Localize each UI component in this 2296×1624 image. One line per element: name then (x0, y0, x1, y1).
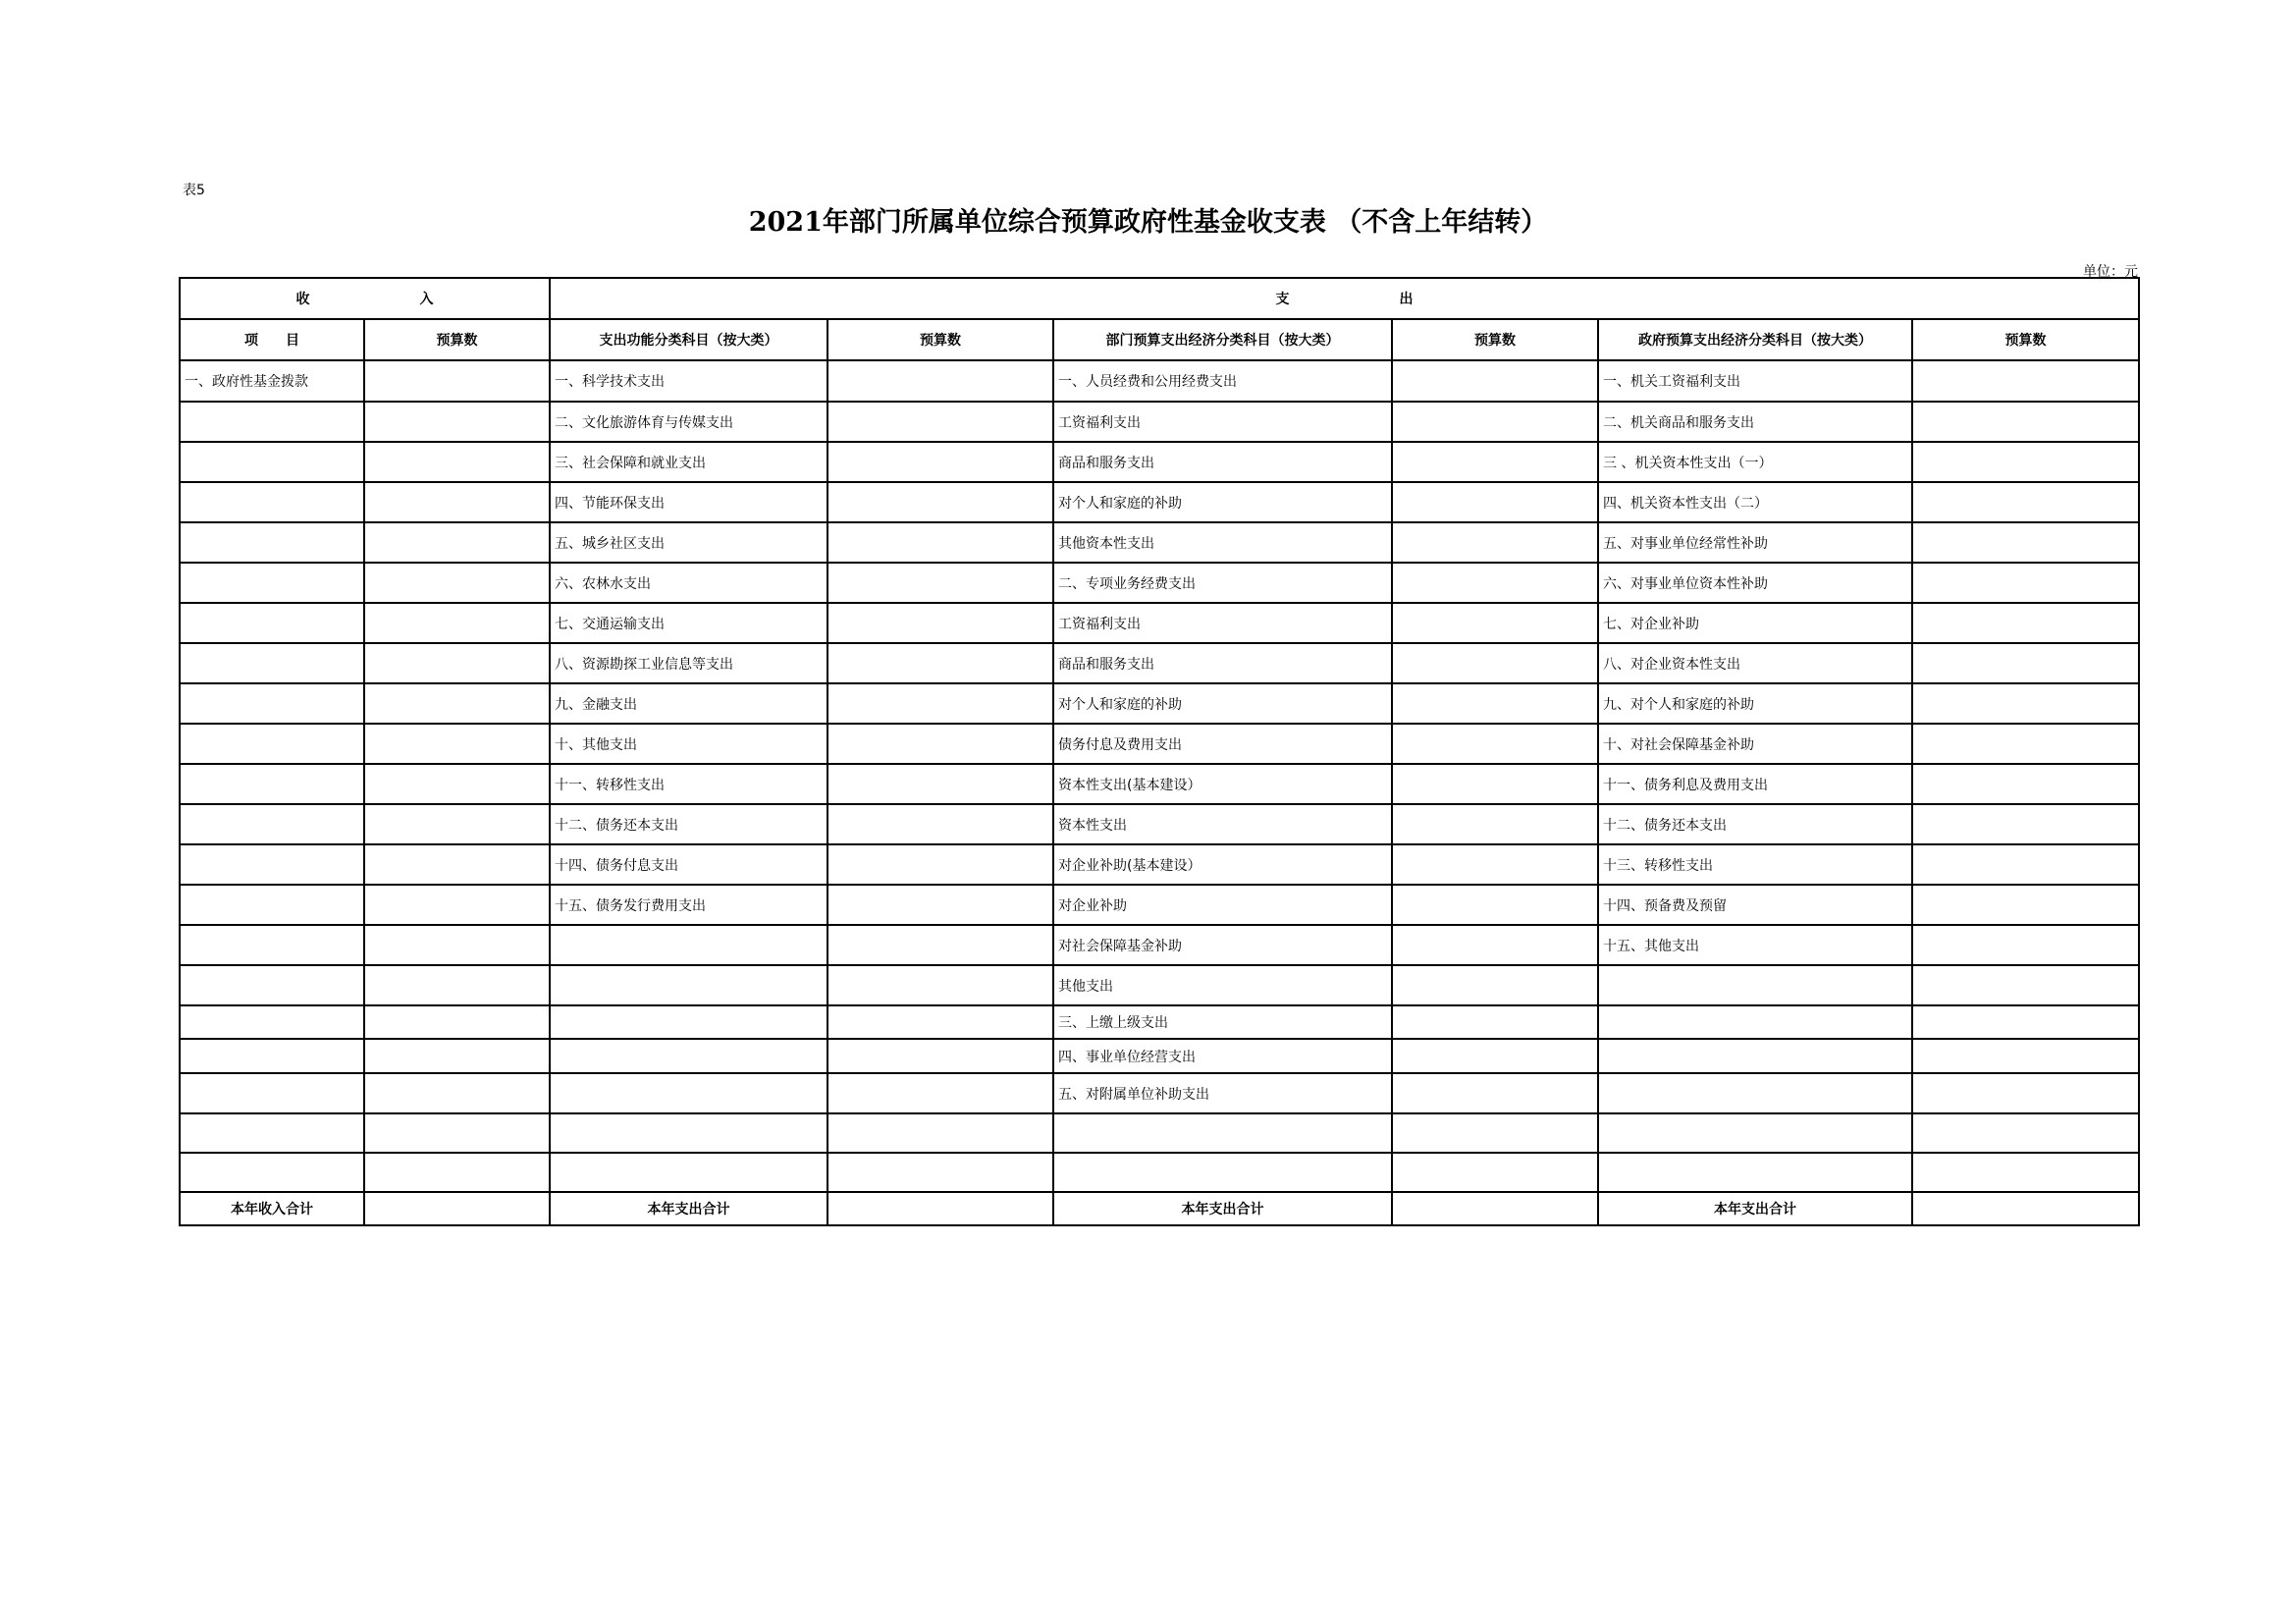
func-category-cell: 八、资源勘探工业信息等支出 (550, 643, 828, 683)
col-header-income-budget: 预算数 (364, 319, 550, 360)
func-budget-cell (828, 442, 1053, 482)
dept-econ-category-cell: 资本性支出 (1053, 804, 1392, 844)
income-budget-cell (364, 1073, 550, 1113)
gov-budget-cell (1912, 1153, 2139, 1192)
income-item-cell (180, 925, 364, 965)
func-category-cell: 五、城乡社区支出 (550, 522, 828, 563)
dept-budget-cell (1392, 482, 1598, 522)
dept-budget-cell (1392, 1073, 1598, 1113)
dept-total-value (1392, 1192, 1598, 1225)
func-category-cell (550, 965, 828, 1005)
func-budget-cell (828, 885, 1053, 925)
income-item-cell (180, 1113, 364, 1153)
func-budget-cell (828, 1073, 1053, 1113)
gov-budget-cell (1912, 402, 2139, 442)
gov-econ-category-cell (1598, 1113, 1912, 1153)
dept-econ-category-cell: 四、事业单位经营支出 (1053, 1039, 1392, 1073)
dept-budget-cell (1392, 1113, 1598, 1153)
gov-econ-category-cell: 一、机关工资福利支出 (1598, 360, 1912, 402)
income-item-cell (180, 1073, 364, 1113)
dept-budget-cell (1392, 563, 1598, 603)
gov-budget-cell (1912, 1073, 2139, 1113)
income-item-cell (180, 965, 364, 1005)
income-budget-cell (364, 1153, 550, 1192)
gov-budget-cell (1912, 764, 2139, 804)
totals-row (180, 1192, 2139, 1225)
gov-econ-category-cell (1598, 1153, 1912, 1192)
col-header-func-category: 支出功能分类科目（按大类） (550, 319, 828, 360)
income-item-cell (180, 522, 364, 563)
func-budget-cell (828, 844, 1053, 885)
func-budget-cell (828, 522, 1053, 563)
gov-budget-cell (1912, 1039, 2139, 1073)
income-budget-cell (364, 1005, 550, 1039)
income-budget-cell (364, 563, 550, 603)
gov-econ-category-cell: 八、对企业资本性支出 (1598, 643, 1912, 683)
gov-econ-category-cell: 十二、债务还本支出 (1598, 804, 1912, 844)
func-category-cell: 三、社会保障和就业支出 (550, 442, 828, 482)
gov-budget-cell (1912, 965, 2139, 1005)
gov-budget-cell (1912, 1113, 2139, 1153)
dept-budget-cell (1392, 360, 1598, 402)
func-budget-cell (828, 804, 1053, 844)
func-budget-cell (828, 965, 1053, 1005)
income-item-cell (180, 844, 364, 885)
income-budget-cell (364, 442, 550, 482)
dept-budget-cell (1392, 1153, 1598, 1192)
income-budget-cell (364, 885, 550, 925)
dept-budget-cell (1392, 764, 1598, 804)
func-category-cell: 九、金融支出 (550, 683, 828, 724)
col-header-item: 项 目 (180, 319, 364, 360)
func-budget-cell (828, 482, 1053, 522)
dept-econ-category-cell: 五、对附属单位补助支出 (1053, 1073, 1392, 1113)
col-header-gov-budget: 预算数 (1912, 319, 2139, 360)
func-budget-cell (828, 643, 1053, 683)
expense-header: 支 出 (550, 278, 2139, 319)
gov-budget-cell (1912, 1005, 2139, 1039)
table-row (180, 844, 2139, 885)
dept-budget-cell (1392, 603, 1598, 643)
func-category-cell: 十、其他支出 (550, 724, 828, 764)
income-item-cell (180, 764, 364, 804)
func-budget-cell (828, 1113, 1053, 1153)
gov-econ-category-cell: 五、对事业单位经常性补助 (1598, 522, 1912, 563)
table-row (180, 603, 2139, 643)
func-category-cell (550, 1113, 828, 1153)
dept-econ-category-cell: 一、人员经费和公用经费支出 (1053, 360, 1392, 402)
func-budget-cell (828, 563, 1053, 603)
gov-budget-cell (1912, 925, 2139, 965)
gov-econ-category-cell: 三 、机关资本性支出（一） (1598, 442, 1912, 482)
func-budget-cell (828, 683, 1053, 724)
table-row (180, 522, 2139, 563)
dept-budget-cell (1392, 724, 1598, 764)
func-total-label: 本年支出合计 (550, 1192, 828, 1225)
income-budget-cell (364, 643, 550, 683)
dept-econ-category-cell: 商品和服务支出 (1053, 442, 1392, 482)
table-row (180, 724, 2139, 764)
income-item-cell (180, 804, 364, 844)
func-category-cell: 六、农林水支出 (550, 563, 828, 603)
table-row (180, 360, 2139, 402)
dept-budget-cell (1392, 683, 1598, 724)
dept-budget-cell (1392, 1005, 1598, 1039)
func-category-cell: 十一、转移性支出 (550, 764, 828, 804)
func-budget-cell (828, 1005, 1053, 1039)
income-item-cell (180, 683, 364, 724)
table-row (180, 402, 2139, 442)
dept-econ-category-cell: 对企业补助 (1053, 885, 1392, 925)
gov-budget-cell (1912, 844, 2139, 885)
gov-budget-cell (1912, 603, 2139, 643)
gov-econ-category-cell: 十一、债务利息及费用支出 (1598, 764, 1912, 804)
dept-econ-category-cell: 商品和服务支出 (1053, 643, 1392, 683)
dept-total-label: 本年支出合计 (1053, 1192, 1392, 1225)
dept-budget-cell (1392, 442, 1598, 482)
dept-econ-category-cell: 工资福利支出 (1053, 402, 1392, 442)
func-category-cell (550, 1005, 828, 1039)
income-budget-cell (364, 925, 550, 965)
gov-budget-cell (1912, 643, 2139, 683)
income-budget-cell (364, 482, 550, 522)
dept-budget-cell (1392, 804, 1598, 844)
table-row (180, 1005, 2139, 1039)
func-category-cell (550, 1039, 828, 1073)
func-category-cell: 七、交通运输支出 (550, 603, 828, 643)
dept-econ-category-cell: 债务付息及费用支出 (1053, 724, 1392, 764)
dept-econ-category-cell (1053, 1153, 1392, 1192)
dept-econ-category-cell: 对个人和家庭的补助 (1053, 482, 1392, 522)
income-budget-cell (364, 522, 550, 563)
income-budget-cell (364, 844, 550, 885)
table-row (180, 764, 2139, 804)
income-budget-cell (364, 965, 550, 1005)
gov-budget-cell (1912, 683, 2139, 724)
table-row (180, 925, 2139, 965)
gov-budget-cell (1912, 442, 2139, 482)
func-category-cell: 二、文化旅游体育与传媒支出 (550, 402, 828, 442)
table-row (180, 1039, 2139, 1073)
gov-econ-category-cell: 十三、转移性支出 (1598, 844, 1912, 885)
income-item-cell (180, 482, 364, 522)
func-category-cell: 十四、债务付息支出 (550, 844, 828, 885)
dept-budget-cell (1392, 643, 1598, 683)
dept-budget-cell (1392, 402, 1598, 442)
gov-econ-category-cell: 二、机关商品和服务支出 (1598, 402, 1912, 442)
gov-budget-cell (1912, 360, 2139, 402)
income-item-cell (180, 563, 364, 603)
gov-econ-category-cell: 十四、预备费及预留 (1598, 885, 1912, 925)
dept-budget-cell (1392, 1039, 1598, 1073)
income-budget-cell (364, 603, 550, 643)
func-category-cell: 四、节能环保支出 (550, 482, 828, 522)
table-row (180, 1113, 2139, 1153)
income-item-cell (180, 603, 364, 643)
income-budget-cell (364, 724, 550, 764)
dept-econ-category-cell (1053, 1113, 1392, 1153)
func-category-cell: 十二、债务还本支出 (550, 804, 828, 844)
dept-budget-cell (1392, 965, 1598, 1005)
func-category-cell (550, 1073, 828, 1113)
table-number: 表5 (183, 183, 205, 198)
gov-total-value (1912, 1192, 2139, 1225)
income-item-cell (180, 1005, 364, 1039)
table-row (180, 442, 2139, 482)
func-category-cell: 一、科学技术支出 (550, 360, 828, 402)
income-budget-cell (364, 804, 550, 844)
dept-econ-category-cell: 对企业补助(基本建设） (1053, 844, 1392, 885)
gov-econ-category-cell: 四、机关资本性支出（二） (1598, 482, 1912, 522)
func-budget-cell (828, 1153, 1053, 1192)
income-item-cell (180, 442, 364, 482)
income-item-cell (180, 402, 364, 442)
col-header-dept-budget: 预算数 (1392, 319, 1598, 360)
func-budget-cell (828, 724, 1053, 764)
func-budget-cell (828, 360, 1053, 402)
gov-total-label: 本年支出合计 (1598, 1192, 1912, 1225)
income-item-cell (180, 885, 364, 925)
gov-econ-category-cell (1598, 1073, 1912, 1113)
dept-budget-cell (1392, 522, 1598, 563)
col-header-gov-econ-category: 政府预算支出经济分类科目（按大类） (1598, 319, 1912, 360)
gov-econ-category-cell: 七、对企业补助 (1598, 603, 1912, 643)
income-item-cell: 一、政府性基金拨款 (180, 360, 364, 402)
dept-econ-category-cell: 三、上缴上级支出 (1053, 1005, 1392, 1039)
gov-budget-cell (1912, 482, 2139, 522)
func-budget-cell (828, 764, 1053, 804)
income-budget-cell (364, 764, 550, 804)
gov-budget-cell (1912, 724, 2139, 764)
table-row (180, 1153, 2139, 1192)
income-budget-cell (364, 402, 550, 442)
dept-econ-category-cell: 二、专项业务经费支出 (1053, 563, 1392, 603)
gov-budget-cell (1912, 563, 2139, 603)
table-row (180, 563, 2139, 603)
dept-econ-category-cell: 其他资本性支出 (1053, 522, 1392, 563)
func-total-value (828, 1192, 1053, 1225)
budget-table (179, 277, 2140, 1226)
table-row (180, 965, 2139, 1005)
func-budget-cell (828, 402, 1053, 442)
col-header-dept-econ-category: 部门预算支出经济分类科目（按大类） (1053, 319, 1392, 360)
header-row-columns (180, 319, 2139, 360)
header-row-top (180, 278, 2139, 319)
dept-econ-category-cell: 对社会保障基金补助 (1053, 925, 1392, 965)
income-budget-cell (364, 360, 550, 402)
dept-econ-category-cell: 资本性支出(基本建设） (1053, 764, 1392, 804)
table-row (180, 1073, 2139, 1113)
gov-econ-category-cell: 九、对个人和家庭的补助 (1598, 683, 1912, 724)
gov-econ-category-cell: 十、对社会保障基金补助 (1598, 724, 1912, 764)
income-total-label: 本年收入合计 (180, 1192, 364, 1225)
func-category-cell (550, 925, 828, 965)
income-item-cell (180, 643, 364, 683)
gov-econ-category-cell (1598, 1005, 1912, 1039)
gov-budget-cell (1912, 885, 2139, 925)
table-row (180, 885, 2139, 925)
income-item-cell (180, 724, 364, 764)
income-budget-cell (364, 683, 550, 724)
func-budget-cell (828, 925, 1053, 965)
table-row (180, 683, 2139, 724)
col-header-func-budget: 预算数 (828, 319, 1053, 360)
income-item-cell (180, 1153, 364, 1192)
table-row (180, 643, 2139, 683)
page-title: 2021年部门所属单位综合预算政府性基金收支表 （不含上年结转） (748, 207, 1548, 238)
dept-budget-cell (1392, 925, 1598, 965)
income-budget-cell (364, 1039, 550, 1073)
dept-econ-category-cell: 其他支出 (1053, 965, 1392, 1005)
table-row (180, 804, 2139, 844)
dept-budget-cell (1392, 844, 1598, 885)
income-item-cell (180, 1039, 364, 1073)
income-total-value (364, 1192, 550, 1225)
gov-econ-category-cell (1598, 965, 1912, 1005)
income-header: 收 入 (180, 278, 550, 319)
income-budget-cell (364, 1113, 550, 1153)
unit-label: 单位：元 (2083, 264, 2138, 280)
func-budget-cell (828, 1039, 1053, 1073)
func-category-cell (550, 1153, 828, 1192)
dept-budget-cell (1392, 885, 1598, 925)
gov-econ-category-cell: 六、对事业单位资本性补助 (1598, 563, 1912, 603)
gov-budget-cell (1912, 522, 2139, 563)
func-budget-cell (828, 603, 1053, 643)
gov-econ-category-cell: 十五、其他支出 (1598, 925, 1912, 965)
func-category-cell: 十五、债务发行费用支出 (550, 885, 828, 925)
dept-econ-category-cell: 对个人和家庭的补助 (1053, 683, 1392, 724)
table-row (180, 482, 2139, 522)
gov-budget-cell (1912, 804, 2139, 844)
dept-econ-category-cell: 工资福利支出 (1053, 603, 1392, 643)
gov-econ-category-cell (1598, 1039, 1912, 1073)
